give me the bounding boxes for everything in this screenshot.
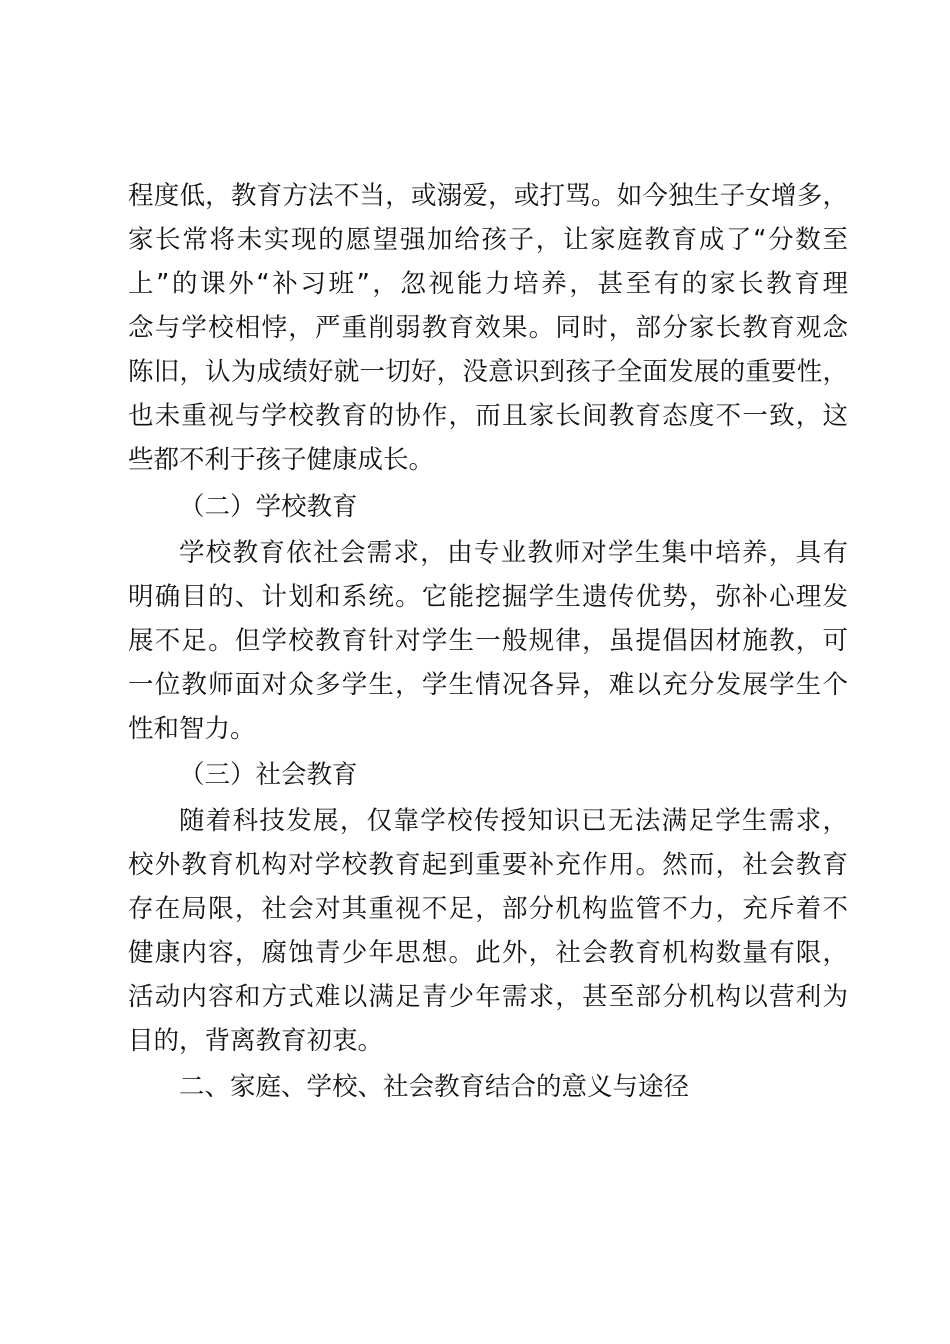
section-3-line-6: 目的，背离教育初衷。 bbox=[128, 1026, 384, 1056]
paragraph-1-line-5: 陈旧，认为成绩好就一切好，没意识到孩子全面发展的重要性， bbox=[128, 357, 848, 387]
section-3-line-2: 校外教育机构对学校教育起到重要补充作用。然而，社会教育 bbox=[128, 850, 848, 880]
paragraph-1-line-6: 也未重视与学校教育的协作，而且家长间教育态度不一致，这 bbox=[128, 401, 848, 431]
section-2-line-1: 学校教育依社会需求，由专业教师对学生集中培养，具有 bbox=[179, 538, 848, 568]
section-2-line-5: 性和智力。 bbox=[128, 714, 256, 744]
section-3-line-3: 存在局限，社会对其重视不足，部分机构监管不力，充斥着不 bbox=[128, 894, 848, 924]
section-3-line-5: 活动内容和方式难以满足青少年需求，甚至部分机构以营利为 bbox=[128, 982, 848, 1012]
section-2-line-3: 展不足。但学校教育针对学生一般规律，虽提倡因材施教，可 bbox=[128, 626, 848, 656]
part-2-heading: 二、家庭、学校、社会教育结合的意义与途径 bbox=[179, 1072, 690, 1102]
paragraph-1-line-4: 念与学校相悖，严重削弱教育效果。同时，部分家长教育观念 bbox=[128, 313, 848, 343]
section-heading-school-education: （二）学校教育 bbox=[179, 492, 358, 522]
section-2-line-2: 明确目的、计划和系统。它能挖掘学生遗传优势，弥补心理发 bbox=[128, 582, 848, 612]
paragraph-1-line-1: 程度低，教育方法不当，或溺爱，或打骂。如今独生子女增多， bbox=[128, 181, 848, 211]
section-3-line-4: 健康内容，腐蚀青少年思想。此外，社会教育机构数量有限， bbox=[128, 938, 848, 968]
section-3-line-1: 随着科技发展，仅靠学校传授知识已无法满足学生需求， bbox=[179, 806, 848, 836]
paragraph-1-line-2: 家长常将未实现的愿望强加给孩子，让家庭教育成了“分数至 bbox=[128, 225, 848, 255]
paragraph-1-line-7: 些都不利于孩子健康成长。 bbox=[128, 445, 435, 475]
section-2-line-4: 一位教师面对众多学生，学生情况各异，难以充分发展学生个 bbox=[128, 670, 848, 700]
paragraph-1-line-3: 上”的课外“补习班”，忽视能力培养，甚至有的家长教育理 bbox=[128, 269, 848, 299]
section-heading-social-education: （三）社会教育 bbox=[179, 760, 358, 790]
